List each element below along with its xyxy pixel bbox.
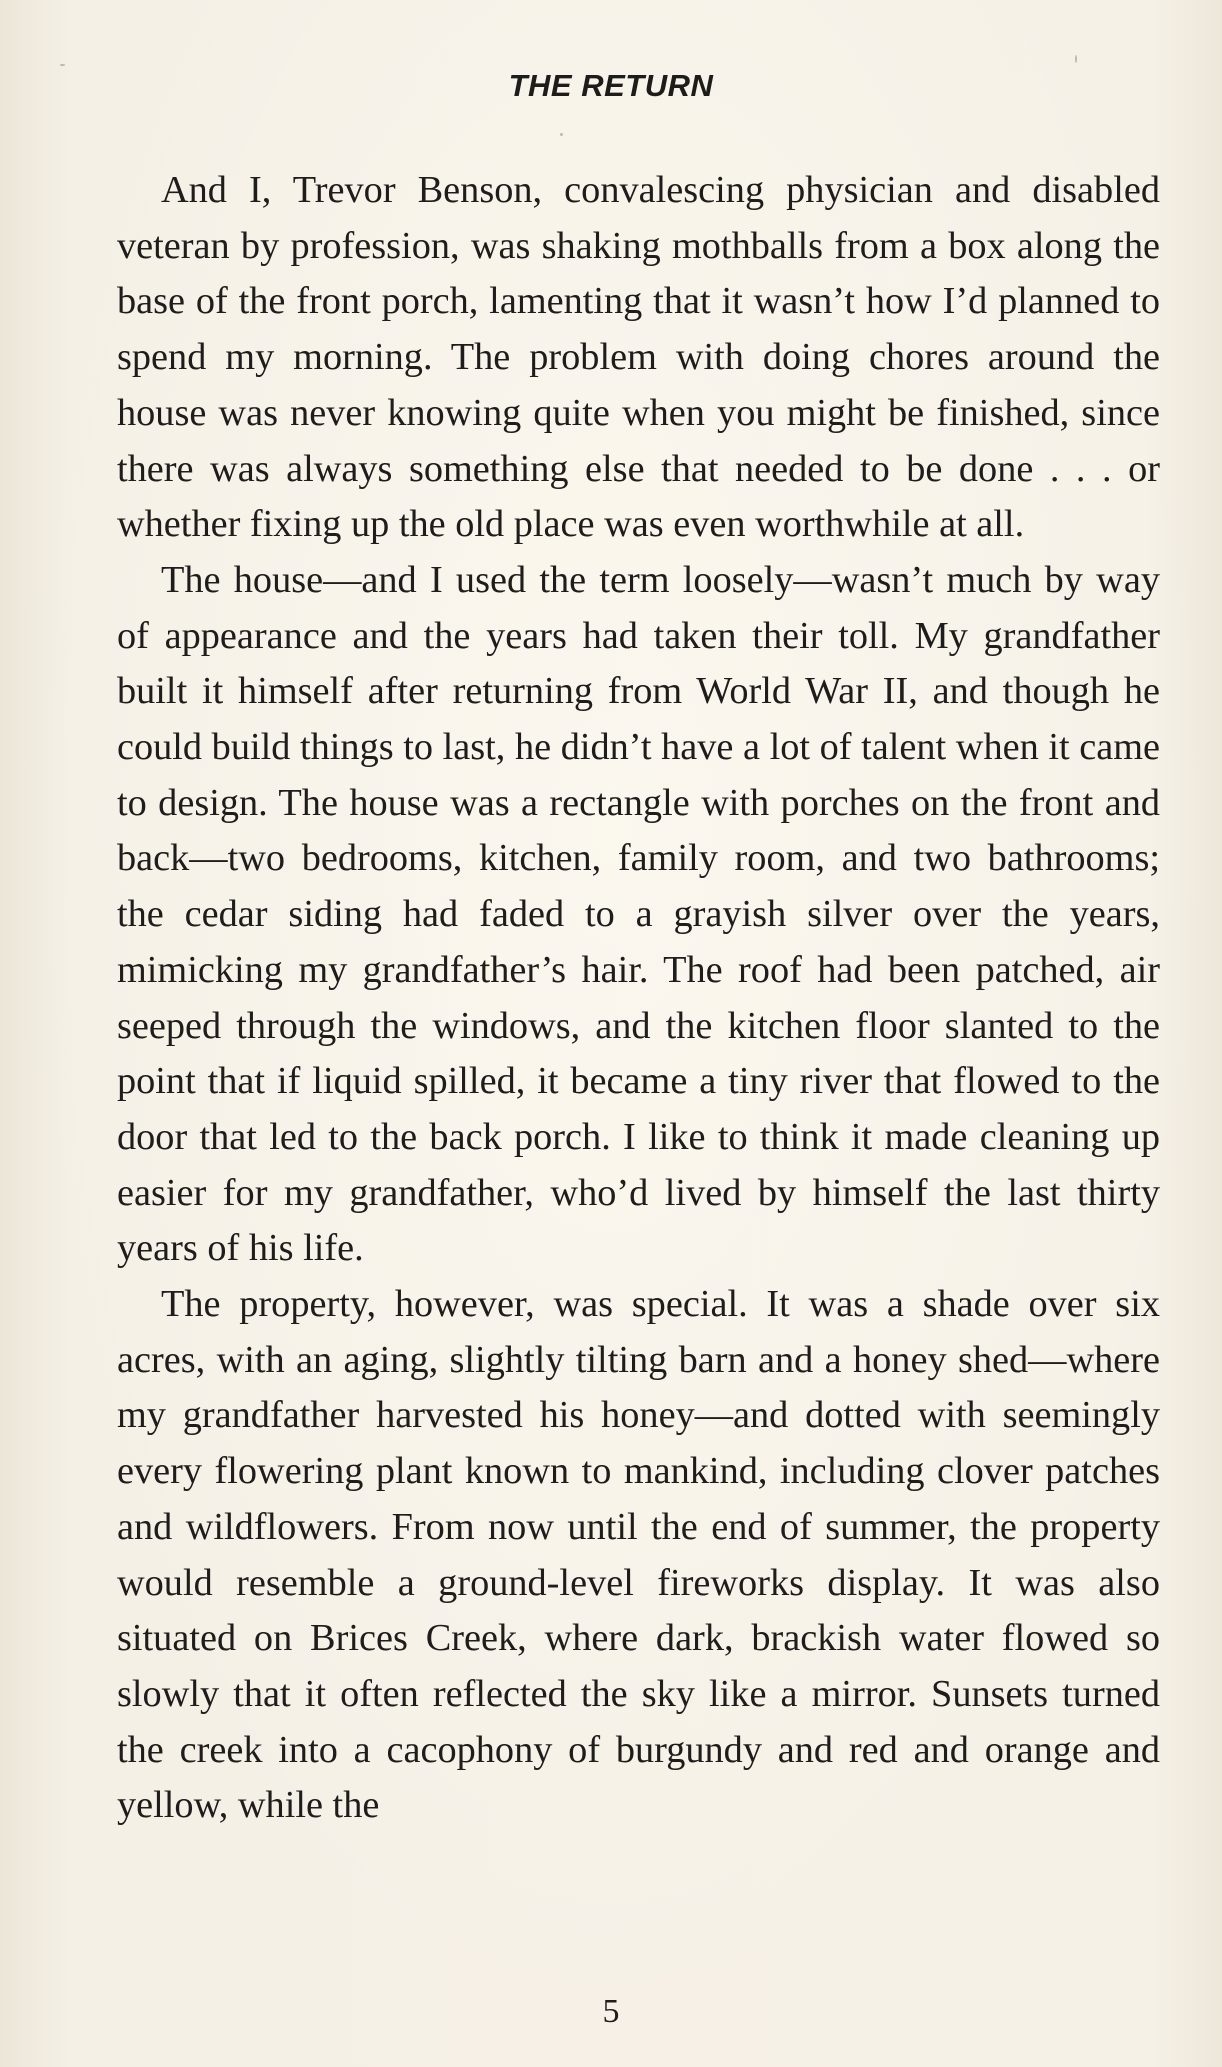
paper-speck <box>560 133 563 136</box>
page-number: 5 <box>602 1993 620 2030</box>
body-text <box>117 163 1160 1834</box>
paragraph: The property, however, was special. It was a shade over six acres, with an aging, slightly tilting barn and a honey shed—where my grandfather harvested his honey—and dotted with seemingly every flowering plant known to mankind, including clover patches and wildflowers. From now until the end of summer, the property would resemble a ground-level fireworks display. It was also situated on Brices Creek, where dark, brackish water flowed so slowly that it often reflected the sky like a mirror. Sunsets turned the creek into a cacophony of burgundy and red and orange and yellow, while the <box>117 1283 1160 1827</box>
running-head: THE RETURN <box>508 68 714 103</box>
paper-speck <box>1075 55 1077 63</box>
paragraph: The house—and I used the term loosely—wasn’t much by way of appearance and the years had taken their toll. My grandfather built it himself after returning from World War II, and though he could build things to last, he didn’t have a lot of talent when it came to design. The house was a rectangle with porches on the front and back—two bedrooms, kitchen, family room, and two bathrooms; the cedar siding had faded to a grayish silver over the years, mimicking my grandfather’s hair. The roof had been patched, air seeped through the windows, and the kitchen floor slanted to the point that if liquid spilled, it became a tiny river that flowed to the door that led to the back porch. I like to think it made cleaning up easier for my grandfather, who’d lived by himself the last thirty years of his life. <box>117 558 1160 1270</box>
paragraph: And I, Trevor Benson, convalescing physician and disabled veteran by profession, was shaking mothballs from a box along the base of the front porch, lamenting that it wasn’t how I’d planned to spend my morning. The problem with doing chores around the house was never knowing quite when you might be finished, since there was always something else that needed to be done . . . or whether fixing up the old place was even worthwhile at all. <box>117 169 1160 546</box>
paper-speck <box>60 64 65 66</box>
